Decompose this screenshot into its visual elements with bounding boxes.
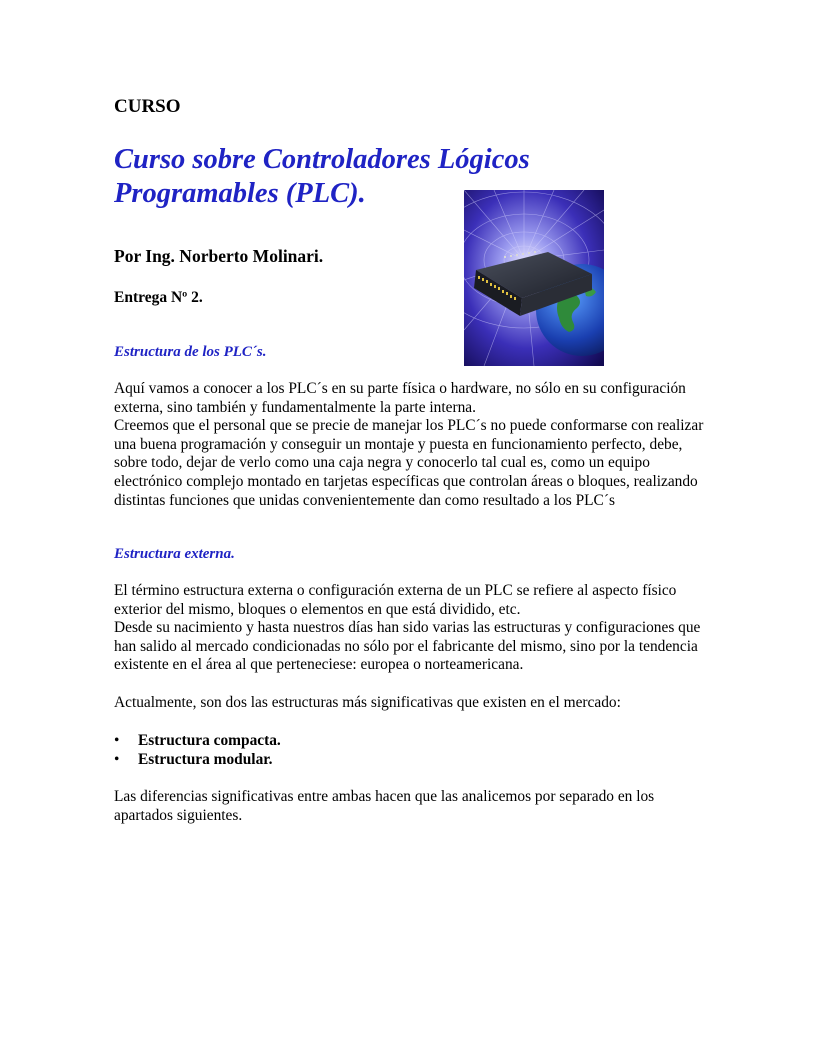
list-item [114,731,281,750]
closing-paragraph: Las diferencias significativas entre ambas hacen que las analicemos por separado en los apartados siguientes. [114,788,655,824]
structures-intro-paragraph: Actualmente, son dos las estructuras más significativas que existen en el mercado: [114,694,621,711]
list-item-label: Estructura compacta. [138,732,281,749]
list-item [114,750,281,769]
bullet-icon: • [114,732,120,749]
plc-device-globe-image [464,190,604,366]
section-heading-plc-structure: Estructura de los PLC´s. [114,344,267,360]
bullet-icon: • [114,751,120,768]
list-item-label: Estructura modular. [138,751,273,768]
author-line: Por Ing. Norberto Molinari. [114,246,324,266]
issue-number: Entrega Nº 2. [114,289,203,306]
section-heading-external-structure: Estructura externa. [114,546,235,562]
intro-paragraph: Aquí vamos a conocer a los PLC´s en su parte física o hardware, no sólo en su configuración externa, sino también y fundamentalmente la parte interna. Creemos que el personal que se precie de manejar los PLC´s no puede conformarse con realizar una buena programación y conseguir un montaje y puesta en funcionamiento perfecto, debe, sobre todo, dejar de verlo como una caja negra y conocerlo tal cual es, como un equipo electrónico complejo montado en tarjetas específicas que controlan áreas o bloques, realizando distintas funciones que unidas convenientemente dan como resultado a los PLC´s [114,380,704,509]
structure-types-list [114,731,281,769]
external-structure-paragraph: El término estructura externa o configuración externa de un PLC se refiere al aspecto físico exterior del mismo, bloques o elementos en que está dividido, etc. Desde su nacimiento y hasta nuestros días han sido varias las estructuras y configuraciones que han salido al mercado condicionadas no sólo por el fabricante del mismo, sino por la tendencia existente en el área al que perteneciese: europea o norteamericana. [114,582,701,674]
course-label: CURSO [114,96,181,117]
page-title: Curso sobre Controladores Lógicos Programables (PLC). [114,144,530,209]
